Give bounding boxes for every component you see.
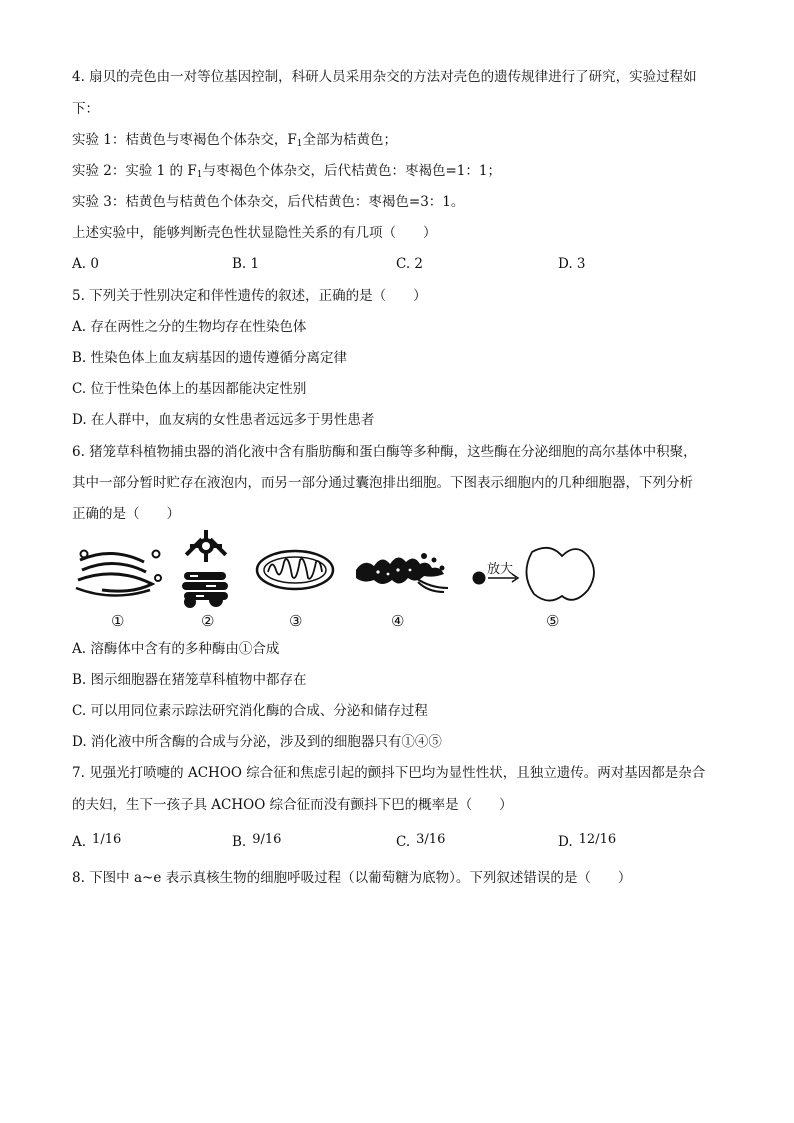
q8-stem: 8. 下图中 a~e 表示真核生物的细胞呼吸过程（以葡萄糖为底物）。下列叙述错误的是（ ）: [72, 870, 632, 886]
q7-option-d-letter: D.: [558, 834, 573, 850]
q7-option-a-value: 1/16: [92, 832, 122, 847]
q4-exp1-subscript: 1: [296, 139, 303, 149]
centrosome-figure: [178, 530, 236, 610]
q6-stem-line2: 其中一部分暂时贮存在液泡内，而另一部分通过囊泡排出细胞。下图表示细胞内的几种细胞器，下列分析: [72, 475, 693, 491]
q4-experiment-3: 实验 3：桔黄色与桔黄色个体杂交，后代桔黄色：枣褐色=3：1。: [72, 194, 465, 210]
q4-option-d[interactable]: D. 3: [558, 256, 586, 272]
q5-stem: 5. 下列关于性别决定和伴性遗传的叙述，正确的是（ ）: [72, 288, 427, 304]
q4-exp1-text-a: 实验 1：桔黄色与枣褐色个体杂交，F: [72, 132, 297, 148]
zoom-label: 放大: [487, 562, 514, 577]
q7-option-b-value: 9/16: [252, 832, 282, 847]
q5-option-b[interactable]: B. 性染色体上血友病基因的遗传遵循分离定律: [72, 350, 348, 366]
q4-experiment-2: [72, 162, 501, 184]
q5-option-d[interactable]: D. 在人群中，血友病的女性患者远远多于男性患者: [72, 412, 375, 428]
q4-option-a[interactable]: A. 0: [72, 256, 99, 272]
q7-stem-line2: 的夫妇，生下一孩子具 ACHOO 综合征而没有颤抖下巴的概率是（ ）: [72, 797, 513, 813]
q7-option-d-value: 12/16: [578, 832, 617, 847]
golgi-apparatus-figure: [72, 532, 162, 602]
q6-option-b[interactable]: B. 图示细胞器在猪笼草科植物中都存在: [72, 672, 307, 688]
q7-option-b-letter: B.: [232, 834, 247, 850]
q6-option-d[interactable]: D. 消化液中所含酶的合成与分泌，涉及到的细胞器只有①④⑤: [72, 734, 442, 750]
q5-option-c[interactable]: C. 位于性染色体上的基因都能决定性别: [72, 381, 307, 397]
q6-option-c[interactable]: C. 可以用同位素示踪法研究消化酶的合成、分泌和储存过程: [72, 703, 428, 719]
q7-option-a-letter: A.: [72, 834, 87, 850]
q4-exp1-text-b: 全部为桔黄色；: [302, 132, 397, 148]
q7-option-d[interactable]: [558, 833, 616, 852]
q6-stem-line3: 正确的是（ ）: [72, 506, 180, 522]
figure-label-5: ⑤: [546, 612, 560, 630]
q7-option-c[interactable]: [396, 833, 445, 852]
figure-label-4: ④: [391, 612, 405, 630]
mitochondrion-figure: [254, 548, 336, 592]
q6-stem-line1: 6. 猪笼草科植物捕虫器的消化液中含有脂肪酶和蛋白酶等多种酶，这些酶在分泌细胞的高尔基体中积聚，: [72, 444, 697, 460]
q7-option-b[interactable]: [232, 833, 281, 852]
q4-exp2-subscript: 1: [196, 170, 203, 180]
q6-option-a[interactable]: A. 溶酶体中含有的多种酶由①合成: [72, 641, 280, 657]
figure-label-3: ③: [289, 612, 303, 630]
q7-option-a[interactable]: [72, 833, 121, 852]
q4-option-c[interactable]: C. 2: [396, 256, 424, 272]
q4-experiment-1: [72, 131, 397, 153]
q5-option-a[interactable]: A. 存在两性之分的生物均存在性染色体: [72, 319, 307, 335]
q4-stem-line1: 4. 扇贝的壳色由一对等位基因控制，科研人员采用杂交的方法对壳色的遗传规律进行了研究，实验过程如: [72, 69, 697, 85]
q7-option-c-value: 3/16: [416, 832, 446, 847]
endoplasmic-reticulum-figure: [354, 548, 450, 594]
q4-stem-line2: 下：: [72, 101, 99, 117]
q7-option-c-letter: C.: [396, 834, 411, 850]
q4-question: 上述实验中，能够判断壳色性状显隐性关系的有几项（ ）: [72, 225, 437, 241]
q4-exp2-text-a: 实验 2：实验 1 的 F: [72, 163, 197, 179]
q4-option-b[interactable]: B. 1: [232, 256, 260, 272]
q4-exp2-text-b: 与枣褐色个体杂交，后代桔黄色：枣褐色=1：1；: [202, 163, 501, 179]
figure-label-2: ②: [201, 612, 215, 630]
q7-stem-line1: 7. 见强光打喷嚏的 ACHOO 综合征和焦虑引起的颤抖下巴均为显性性状，且独立遗传。两对基因都是杂合: [72, 765, 706, 781]
figure-label-1: ①: [111, 612, 125, 630]
